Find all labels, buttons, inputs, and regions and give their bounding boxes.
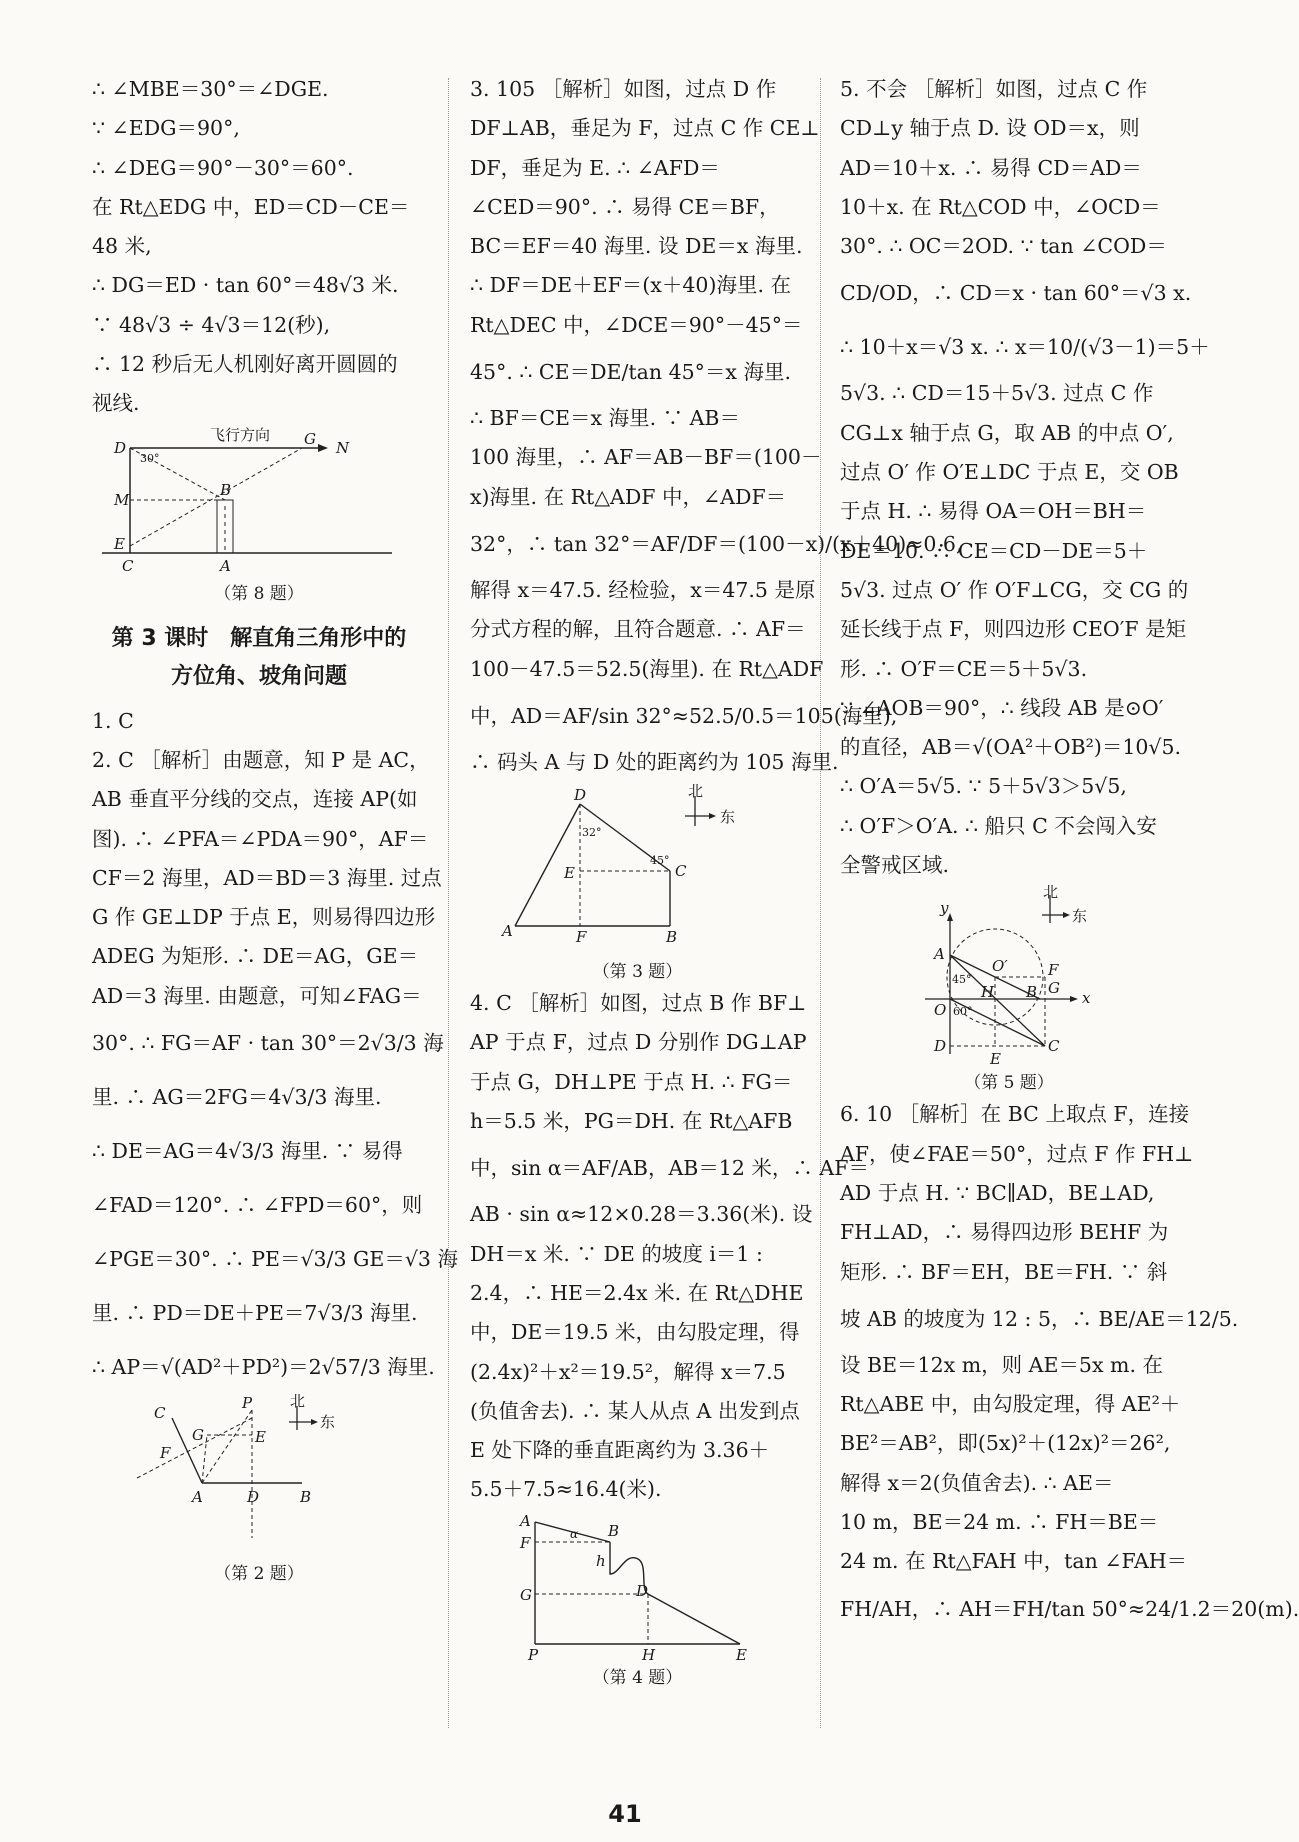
text-line: DE＝10. ∴ CE＝CD－DE＝5＋ [840,538,1148,563]
fig5-label-E: E [990,1050,1001,1069]
fig8-label-E: E [114,534,125,553]
text-line: E 处下降的垂直距离约为 3.36＋ [470,1438,770,1463]
text-line: 10 m，BE＝24 m. ∴ FH＝BE＝ [840,1510,1159,1535]
text-line: ∴ DF＝DE＋EF＝(x＋40)海里. 在 [470,273,791,298]
fig5-label-x: x [1082,989,1091,1008]
text-line: AD 于点 H. ∵ BC∥AD，BE⊥AD, [840,1180,1155,1205]
fig8-flight-label: 飞行方向 [210,425,271,444]
text-line: 32°，∴ tan 32°＝AF/DF＝(100－x)/(x＋40)≈0.6, [470,531,963,556]
text-line: 过点 O′ 作 O′E⊥DC 于点 E，交 OB [840,460,1179,485]
text-line: AD＝3 海里. 由题意，可知∠FAG＝ [92,983,422,1008]
column-separator [820,78,821,1728]
text-line: 图). ∴ ∠PFA＝∠PDA＝90°，AF＝ [92,826,429,851]
text-line: 48 米, [92,234,152,259]
text-line: CD⊥y 轴于点 D. 设 OD＝x，则 [840,116,1140,141]
fig5-label-B: B [1026,983,1038,1002]
fig2-north: 北 [290,1392,306,1411]
fig5-label-O: O [934,1001,947,1020]
fig5-angle-45: 45° [952,973,972,987]
text-line: ∴ BF＝CE＝x 海里. ∵ AB＝ [470,406,740,431]
text-line: Rt△DEC 中，∠DCE＝90°－45°＝ [470,312,803,337]
text-line: 于点 H. ∴ 易得 OA＝OH＝BH＝ [840,499,1147,524]
text-line: ∴ DG＝ED · tan 60°＝48√3 米. [92,273,399,298]
text-line: 设 BE＝12x m，则 AE＝5x m. 在 [840,1352,1164,1377]
text-line: BE²＝AB²，即(5x)²＋(12x)²＝26², [840,1431,1171,1456]
fig8-label-M: M [114,490,130,509]
text-line: 视线. [92,391,140,416]
text-line: AP 于点 F，过点 D 分别作 DG⊥AP [470,1030,807,1055]
text-line: G 作 GE⊥DP 于点 E，则易得四边形 [92,905,436,930]
text-line: ∵ ∠AOB＝90°，∴ 线段 AB 是⊙O′ [840,695,1164,720]
fig5-north: 北 [1043,883,1059,902]
text-line: ∴ 码头 A 与 D 处的距离约为 105 海里. [470,749,839,774]
fig5-label-H: H [981,983,995,1002]
figure-4-caption: （第 4 题） [592,1667,683,1688]
text-line: 解得 x＝2(负值舍去). ∴ AE＝ [840,1470,1114,1495]
figure-2-caption: （第 2 题） [214,1564,304,1585]
text-line: 6. 10 ［解析］在 BC 上取点 F，连接 [840,1102,1190,1127]
text-line: 延长线于点 F，则四边形 CEO′F 是矩 [840,617,1187,642]
text-line: CF＝2 海里，AD＝BD＝3 海里. 过点 [92,865,442,890]
text-line: ∠CED＝90°. ∴ 易得 CE＝BF， [470,194,780,219]
fig3-label-F: F [576,928,587,947]
text-line: ADEG 为矩形. ∴ DE＝AG，GE＝ [92,944,419,969]
fig2-label-D: D [247,1488,260,1507]
fig8-label-G: G [304,429,316,448]
text-line: BC＝EF＝40 海里. 设 DE＝x 海里. [470,234,803,259]
fig2-label-G: G [192,1426,204,1445]
text-line: (负值舍去). ∴ 某人从点 A 出发到点 [470,1398,800,1423]
text-line: 5.5＋7.5≈16.4(米). [470,1477,662,1502]
fig8-label-C: C [122,556,134,575]
fig4-label-A: A [520,1511,531,1530]
text-line: AB · sin α≈12×0.28＝3.36(米). 设 [470,1202,813,1227]
fig3-label-C: C [675,862,687,881]
text-line: 2.4，∴ HE＝2.4x 米. 在 Rt△DHE [470,1280,804,1305]
fig5-label-D: D [934,1037,947,1056]
fig5-label-C: C [1048,1037,1060,1056]
text-line: 1. C [92,708,134,733]
text-line: DF，垂足为 E. ∴ ∠AFD＝ [470,155,720,180]
text-line: 里. ∴ PD＝DE＋PE＝7√3/3 海里. [92,1301,418,1326]
text-line: CD/OD，∴ CD＝x · tan 60°＝√3 x. [840,281,1192,306]
fig2-label-A: A [192,1488,203,1507]
page-number: 41 [608,1800,642,1828]
text-line: 中，DE＝19.5 米，由勾股定理，得 [470,1320,800,1345]
text-line: Rt△ABE 中，由勾股定理，得 AE²＋ [840,1392,1181,1417]
text-line: x)海里. 在 Rt△ADF 中，∠ADF＝ [470,484,787,509]
text-line: 中，AD＝AF/sin 32°≈52.5/0.5＝105(海里), [470,703,898,728]
text-line: AF，使∠FAE＝50°，过点 F 作 FH⊥ [840,1141,1194,1166]
text-line: ∴ O′A＝5√5. ∵ 5＋5√3＞5√5, [840,774,1127,799]
text-line: 5√3. 过点 O′ 作 O′F⊥CG，交 CG 的 [840,577,1189,602]
fig5-label-G: G [1048,979,1060,998]
text-line: AB 垂直平分线的交点，连接 AP(如 [92,787,418,812]
section-heading: 第 3 课时 解直角三角形中的 [111,625,407,651]
text-line: 100－47.5＝52.5(海里). 在 Rt△ADF [470,656,824,681]
fig3-label-D: D [574,786,587,805]
fig3-label-A: A [502,922,513,941]
text-line: 45°. ∴ CE＝DE/tan 45°＝x 海里. [470,360,791,385]
text-line: ∴ ∠MBE＝30°＝∠DGE. [92,77,329,101]
text-line: 24 m. 在 Rt△FAH 中，tan ∠FAH＝ [840,1549,1188,1574]
fig2-label-E: E [255,1428,266,1447]
text-line: 3. 105 ［解析］如图，过点 D 作 [470,77,777,101]
fig5-label-F: F [1048,961,1059,980]
text-line: 坡 AB 的坡度为 12 : 5，∴ BE/AE＝12/5. [840,1306,1239,1331]
fig4-alpha: α [570,1526,579,1541]
fig3-angle-45: 45° [650,854,670,868]
section-heading-2: 方位角、坡角问题 [170,663,347,689]
fig4-label-F: F [520,1533,531,1552]
fig2-label-F: F [160,1444,171,1463]
fig5-east: 东 [1072,907,1088,926]
column-1 [92,70,458,1586]
text-line: ∴ 10＋x＝√3 x. ∴ x＝10/(√3－1)＝5＋ [840,335,1210,360]
fig2-label-B: B [300,1488,312,1507]
text-line: ∴ 12 秒后无人机刚好离开圆圆的 [92,352,398,377]
fig3-label-B: B [666,928,678,947]
fig5-label-A: A [934,945,945,964]
text-line: 解得 x＝47.5. 经检验，x＝47.5 是原 [470,577,816,602]
fig5-label-O1: O′ [992,957,1008,976]
fig3-east: 东 [720,808,736,827]
text-line: AD＝10＋x. ∴ 易得 CD＝AD＝ [840,155,1142,180]
fig2-label-C: C [154,1404,166,1423]
text-line: FH/AH，∴ AH＝FH/tan 50°≈24/1.2＝20(m). [840,1596,1299,1621]
text-line: ∴ O′F＞O′A. ∴ 船只 C 不会闯入安 [840,813,1157,838]
figure-3 [470,782,805,958]
text-line: ∴ DE＝AG＝4√3/3 海里. ∵ 易得 [92,1139,403,1164]
fig2-label-P: P [242,1394,253,1413]
text-line: 5√3. ∴ CD＝15＋5√3. 过点 C 作 [840,381,1154,406]
fig8-label-A: A [220,556,231,575]
text-line: 中，sin α＝AF/AB，AB＝12 米，∴ AF＝ [470,1156,869,1181]
text-line: 4. C ［解析］如图，过点 B 作 BF⊥ [470,991,807,1016]
column-separator [448,78,449,1728]
text-line: ∴ AP＝√(AD²＋PD²)＝2√57/3 海里. [92,1355,435,1380]
text-line: h＝5.5 米，PG＝DH. 在 Rt△AFB [470,1109,793,1134]
fig3-north: 北 [688,782,704,801]
text-line: 100 海里，∴ AF＝AB－BF＝(100－ [470,445,822,470]
figure-8-caption: （第 8 题） [214,583,304,604]
text-line: ∵ 48√3 ÷ 4√3＝12(秒), [92,312,331,337]
text-line: ∵ ∠EDG＝90°, [92,116,240,141]
figure-8 [92,425,426,580]
fig4-label-H: H [642,1645,656,1664]
text-line: 里. ∴ AG＝2FG＝4√3/3 海里. [92,1085,382,1110]
text-line: 的直径，AB＝√(OA²＋OB²)＝10√5. [840,735,1182,760]
text-line: FH⊥AD，∴ 易得四边形 BEHF 为 [840,1220,1169,1245]
text-line: 30°. ∴ FG＝AF · tan 30°＝2√3/3 海 [92,1031,444,1056]
fig8-angle: 30° [140,451,160,465]
fig4-label-h: h [596,1551,606,1570]
text-line: 矩形. ∴ BF＝EH，BE＝FH. ∵ 斜 [840,1259,1168,1284]
figure-5-caption: （第 5 题） [964,1073,1054,1094]
fig4-label-E: E [736,1645,747,1664]
fig4-label-B: B [608,1521,620,1540]
fig2-east: 东 [320,1413,336,1432]
text-line: 于点 G，DH⊥PE 于点 H. ∴ FG＝ [470,1069,793,1094]
text-line: CG⊥x 轴于点 G，取 AB 的中点 O′, [840,420,1174,445]
text-line: 30°. ∴ OC＝2OD. ∵ tan ∠COD＝ [840,234,1167,259]
fig3-label-E: E [564,864,575,883]
fig5-angle-60: 60° [953,1005,973,1019]
text-line: 在 Rt△EDG 中，ED＝CD－CE＝ [92,194,410,219]
figure-4 [470,1511,805,1664]
text-line: ∠PGE＝30°. ∴ PE＝√3/3 GE＝√3 海 [92,1247,458,1272]
text-line: 10＋x. 在 Rt△COD 中，∠OCD＝ [840,194,1161,219]
figure-2 [92,1392,426,1560]
text-line: 全警戒区域. [840,853,950,878]
text-line: ∠FAD＝120°. ∴ ∠FPD＝60°，则 [92,1193,423,1218]
text-line: 分式方程的解，且符合题意. ∴ AF＝ [470,617,806,642]
fig8-label-D: D [114,438,127,457]
figure-5 [840,883,1178,1069]
text-line: (2.4x)²＋x²＝19.5²，解得 x＝7.5 [470,1359,786,1384]
fig3-angle-32: 32° [582,826,602,840]
text-line: 5. 不会 ［解析］如图，过点 C 作 [840,77,1148,101]
text-line: 形. ∴ O′F＝CE＝5＋5√3. [840,656,1088,681]
fig4-label-G: G [520,1585,532,1604]
fig8-label-B: B [220,480,232,499]
text-line: DF⊥AB，垂足为 F，过点 C 作 CE⊥ [470,116,820,141]
fig5-label-y: y [940,899,949,918]
text-line: ∴ ∠DEG＝90°－30°＝60°. [92,155,354,180]
fig4-label-P: P [528,1645,539,1664]
fig4-label-D: D [636,1581,649,1600]
fig8-label-N: N [336,438,350,457]
column-3 [840,70,1299,1636]
figure-3-caption: （第 3 题） [592,962,683,983]
text-line: 2. C ［解析］由题意，知 P 是 AC， [92,747,430,772]
text-line: DH＝x 米. ∵ DE 的坡度 i＝1 : [470,1241,763,1266]
